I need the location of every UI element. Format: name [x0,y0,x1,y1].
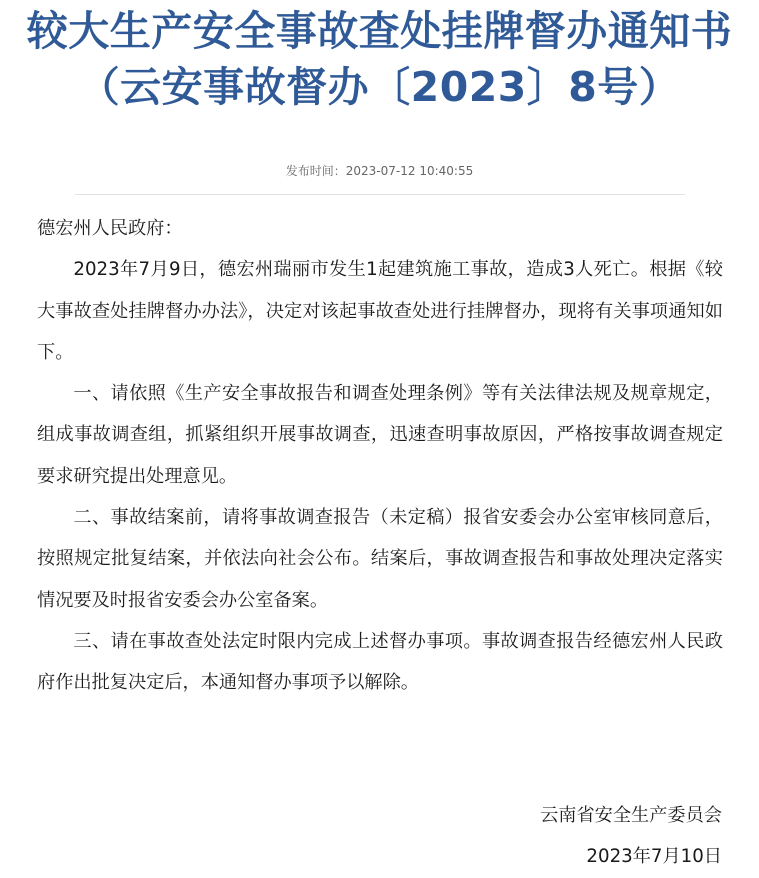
article-title: 较大生产安全事故查处挂牌督办通知书（云安事故督办〔2023〕8号） [26,7,733,111]
paragraph-item-2: 二、事故结案前，请将事故调查报告（未定稿）报省安委会办公室审核同意后，按照规定批复结案，并依法向社会公布。结案后，事故调查报告和事故处理决定落实情况要及时报省安委会办公室备案。 [37,507,723,611]
paragraph-item-1: 一、请依照《生产安全事故报告和调查处理条例》等有关法律法规及规章规定，组成事故调查组，抓紧组织开展事故调查，迅速查明事故原因，严格按事故调查规定要求研究提出处理意见。 [37,383,723,487]
publish-time-label: 发布时间： [285,164,346,178]
paragraph-item-3: 三、请在事故查处法定时限内完成上述督办事项。事故调查报告经德宏州人民政府作出批复决定后，本通知督办事项予以解除。 [37,630,723,694]
publish-info [0,162,759,180]
article-body [37,208,723,704]
signature-block [540,795,722,878]
signature-date: 2023年7月10日 [586,846,722,868]
paragraph-intro: 2023年7月9日，德宏州瑞丽市发生1起建筑施工事故，造成3人死亡。根据《较大事故查处挂牌督办办法》，决定对该起事故查处进行挂牌督办，现将有关事项通知如下。 [37,259,723,363]
salutation: 德宏州人民政府： [37,218,183,239]
signature-org: 云南省安全生产委员会 [540,805,722,826]
meta-divider [75,194,685,195]
publish-time: 2023-07-12 10:40:55 [345,164,474,178]
